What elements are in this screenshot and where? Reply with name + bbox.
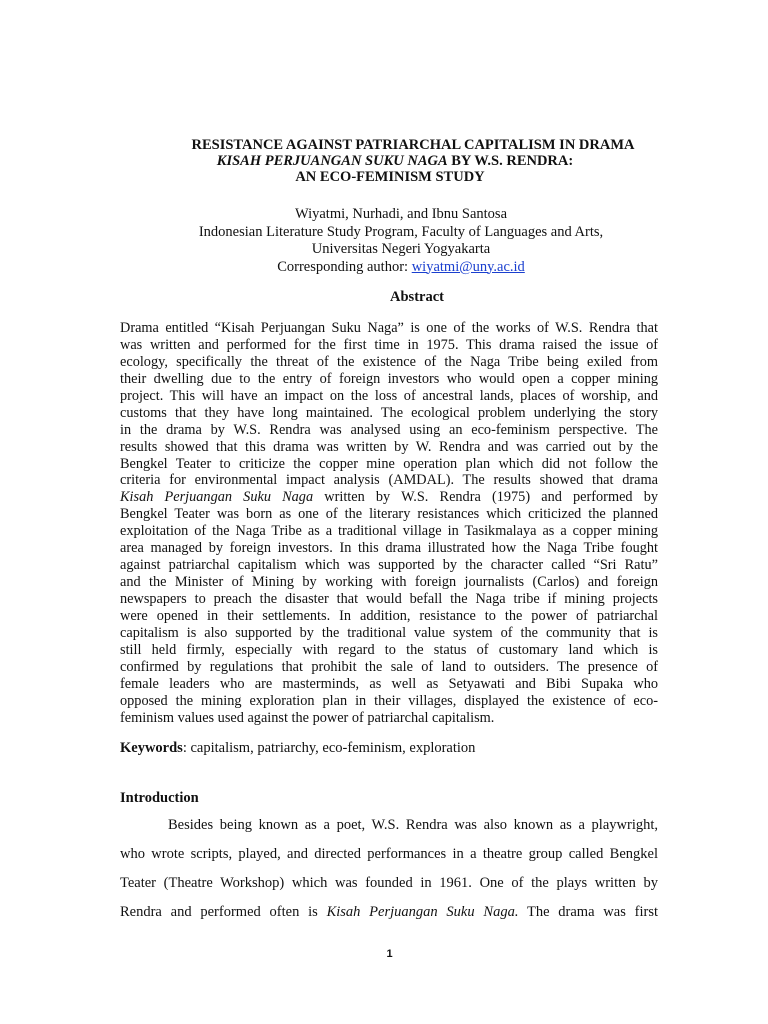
abstract-line: were opened in their settlements. In addition, resistance to the power of patriarchal: [120, 607, 658, 624]
abstract-line: project. This will have an impact on the loss of ancestral lands, places of worship, and: [120, 387, 658, 404]
abstract-line: female leaders who are masterminds, as well as Setyawati and Bibi Supaka who: [120, 675, 658, 692]
intro-line: Teater (Theatre Workshop) which was founded in 1961. One of the plays written by: [120, 875, 658, 891]
title-line-2: [0, 153, 768, 169]
paper-title: [0, 137, 768, 185]
page-number: 1: [386, 948, 393, 960]
intro-line: [120, 898, 658, 927]
intro-drama-title: Kisah Perjuangan Suku Naga.: [326, 904, 519, 920]
title-line-3: AN ECO-FEMINISM STUDY: [295, 169, 485, 185]
abstract-line: opposed the mining exploration plan in their villages, displayed the existence of eco-: [120, 692, 658, 709]
intro-line-4-start: Rendra and performed often is: [120, 904, 327, 920]
abstract-line: capitalism is also supported by the traditional value system of the community that is: [120, 624, 658, 641]
abstract-line: Drama entitled “Kisah Perjuangan Suku Naga” is one of the works of W.S. Rendra that: [120, 320, 658, 336]
keywords-label: Keywords: [120, 740, 183, 756]
abstract-line: against patriarchal capitalism which was supported by the character called “Sri Ratu”: [120, 557, 658, 574]
author-block: [0, 206, 768, 276]
author-affiliation: Indonesian Literature Study Program, Faculty of Languages and Arts,: [198, 223, 604, 240]
intro-line: who wrote scripts, played, and directed performances in a theatre group called Bengkel: [120, 846, 658, 862]
abstract-line: criteria for environmental impact analysis (AMDAL). The results showed that drama: [120, 472, 658, 489]
title-drama-name: KISAH PERJUANGAN SUKU NAGA: [216, 153, 448, 169]
intro-line: Besides being known as a poet, W.S. Rendra was also known as a playwright,: [168, 817, 658, 833]
abstract-line: confirmed by regulations that prohibit the sale of land to outsiders. The presence of: [120, 658, 658, 675]
abstract-line: and the Minister of Mining by working with foreign journalists (Carlos) and foreign: [120, 574, 658, 591]
abstract-line-rest: written by W.S. Rendra (1975) and performed by: [324, 489, 659, 506]
corresponding-label: Corresponding author:: [277, 258, 412, 275]
abstract-line: their dwelling due to the entry of foreign investors who would open a copper mining: [120, 370, 658, 387]
intro-line-4-end: The drama was first: [518, 904, 658, 920]
abstract-line: still held firmly, especially with regard to the status of customary land which is: [120, 641, 658, 658]
corresponding-author: [34, 259, 768, 277]
abstract-drama-title: Kisah Perjuangan Suku Naga: [120, 489, 314, 506]
introduction-body: [120, 811, 658, 927]
abstract-line: in the drama by W.S. Rendra was analysed using an eco-feminism perspective. The: [120, 421, 658, 438]
abstract-line: customs that they have long maintained. The ecological problem underlying the story: [120, 404, 658, 421]
abstract-line: was written and performed for the first time in 1975. This drama raised the issue of: [120, 336, 658, 353]
author-university: Universitas Negeri Yogyakarta: [311, 241, 491, 257]
abstract-line: ecology, specifically the threat of the existence of the Naga Tribe being exiled from: [120, 353, 658, 370]
keywords: [120, 740, 660, 757]
author-names: Wiyatmi, Nurhadi, and Ibnu Santosa: [294, 206, 508, 222]
author-email-link[interactable]: wiyatmi@uny.ac.id: [411, 258, 525, 275]
abstract-line: results showed that this drama was written by W. Rendra and was carried out by the: [120, 438, 658, 455]
abstract-line: area managed by foreign investors. In this drama illustrated how the Naga Tribe fought: [120, 540, 658, 557]
abstract-line: Bengkel Teater to criticize the copper mine operation plan which did not follow the: [120, 455, 658, 472]
abstract-body: [120, 320, 658, 727]
abstract-line: feminism values used against the power of patriarchal capitalism.: [120, 709, 495, 726]
abstract-line: Bengkel Teater was born as one of the literary resistances which criticized the planned: [120, 506, 658, 523]
abstract-heading: Abstract: [390, 289, 444, 305]
abstract-line: newspapers to preach the disaster that would befall the Naga tribe if mining projects: [120, 591, 658, 607]
keywords-list: : capitalism, patriarchy, eco-feminism, exploration: [182, 740, 476, 756]
abstract-line: exploitation of the Naga Tribe as a traditional village in Tasikmalaya as a copper mining: [120, 523, 658, 540]
title-line-2-rest: BY W.S. RENDRA:: [447, 153, 574, 169]
abstract-line: [120, 489, 658, 506]
title-line-1: RESISTANCE AGAINST PATRIARCHAL CAPITALISM IN DRAMA: [191, 137, 635, 153]
introduction-heading: Introduction: [120, 790, 199, 806]
